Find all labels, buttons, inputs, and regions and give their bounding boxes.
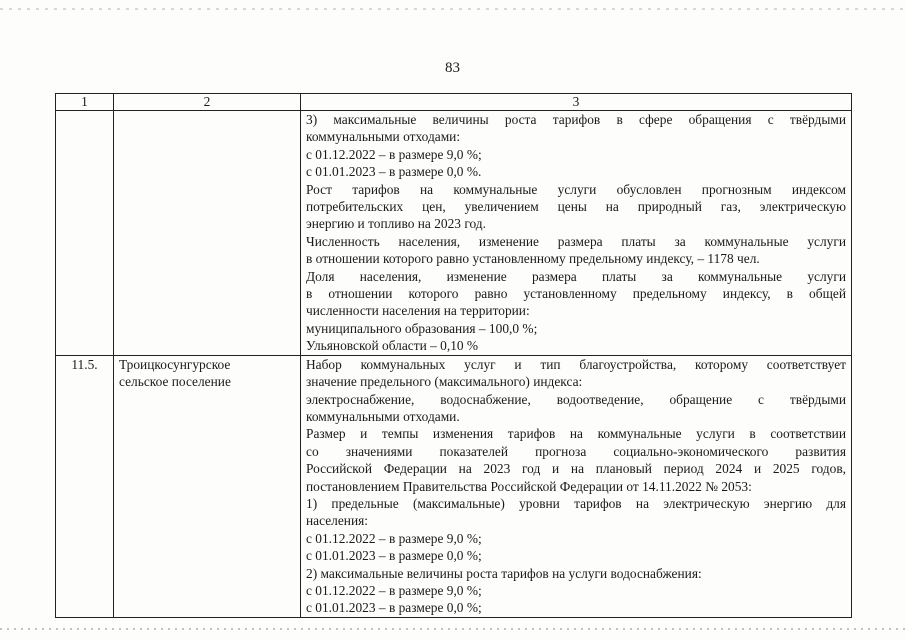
- description-line: со значениями показателей прогноза социально-экономического развития: [306, 443, 846, 459]
- description-line: Численность населения, изменение размера платы за коммунальные услуги: [306, 233, 846, 249]
- header-col-3: 3: [301, 94, 852, 111]
- municipality-name-line: Троицкосунгурское: [119, 356, 231, 372]
- tariff-table: [55, 93, 852, 618]
- description-line: с 01.12.2022 – в размере 9,0 %;: [306, 146, 482, 162]
- description-line: Российской Федерации на 2023 год и на плановый период 2024 и 2025 годов,: [306, 461, 846, 477]
- description-line: электроснабжение, водоснабжение, водоотведение, обращение с твёрдыми: [306, 391, 846, 407]
- description-line: 1) предельные (максимальные) уровни тарифов на электрическую энергию для: [306, 495, 846, 511]
- description-line: в отношении которого равно установленному предельному индексу, в общей: [306, 286, 846, 302]
- page-number: 83: [445, 60, 460, 76]
- description-line: с 01.12.2022 – в размере 9,0 %;: [306, 530, 482, 546]
- description-line: с 01.01.2023 – в размере 0,0 %;: [306, 548, 482, 564]
- description-line: коммунальными отходами:: [306, 129, 461, 145]
- description-cell: [301, 111, 852, 356]
- scan-artifact-bottom: [0, 628, 905, 630]
- table-header-row: [56, 94, 852, 111]
- row-number-cell: [56, 111, 114, 356]
- description-line: с 01.01.2023 – в размере 0,0 %.: [306, 164, 482, 180]
- description-line: с 01.12.2022 – в размере 9,0 %;: [306, 582, 482, 598]
- description-line: Размер и темпы изменения тарифов на коммунальные услуги в соответствии: [306, 426, 846, 442]
- municipality-name-cell: [114, 355, 301, 617]
- header-col-1: 1: [56, 94, 114, 111]
- description-line: коммунальными отходами.: [306, 408, 460, 424]
- scan-artifact-top: [0, 8, 905, 10]
- description-line: Рост тарифов на коммунальные услуги обусловлен прогнозным индексом: [306, 181, 846, 197]
- description-line: численности населения на территории:: [306, 303, 530, 319]
- description-line: 2) максимальные величины роста тарифов на услуги водоснабжения:: [306, 565, 702, 581]
- description-line: 3) максимальные величины роста тарифов в сфере обращения с твёрдыми: [306, 112, 846, 127]
- table-row: [56, 111, 852, 356]
- description-line: муниципального образования – 100,0 %;: [306, 320, 538, 336]
- description-line: постановлением Правительства Российской Федерации от 14.11.2022 № 2053:: [306, 478, 752, 494]
- description-line: потребительских цен, увеличением цены на природный газ, электрическую: [306, 199, 846, 215]
- description-line: с 01.01.2023 – в размере 0,0 %;: [306, 600, 482, 616]
- description-line: Набор коммунальных услуг и тип благоустройства, которому соответствует: [306, 356, 846, 372]
- description-line: населения:: [306, 513, 368, 529]
- description-line: в отношении которого равно установленному предельному индексу, – 1178 чел.: [306, 251, 760, 267]
- row-number-cell: 11.5.: [56, 355, 114, 617]
- municipality-name-line: сельское поселение: [119, 374, 231, 390]
- description-cell: [301, 355, 852, 617]
- description-line: Доля населения, изменение размера платы за коммунальные услуги: [306, 268, 846, 284]
- header-col-2: 2: [114, 94, 301, 111]
- municipality-name-cell: [114, 111, 301, 356]
- description-line: значение предельного (максимального) индекса:: [306, 374, 583, 390]
- table-row: [56, 355, 852, 617]
- description-line: Ульяновской области – 0,10 %: [306, 338, 479, 354]
- description-line: энергию и топливо на 2023 год.: [306, 216, 486, 232]
